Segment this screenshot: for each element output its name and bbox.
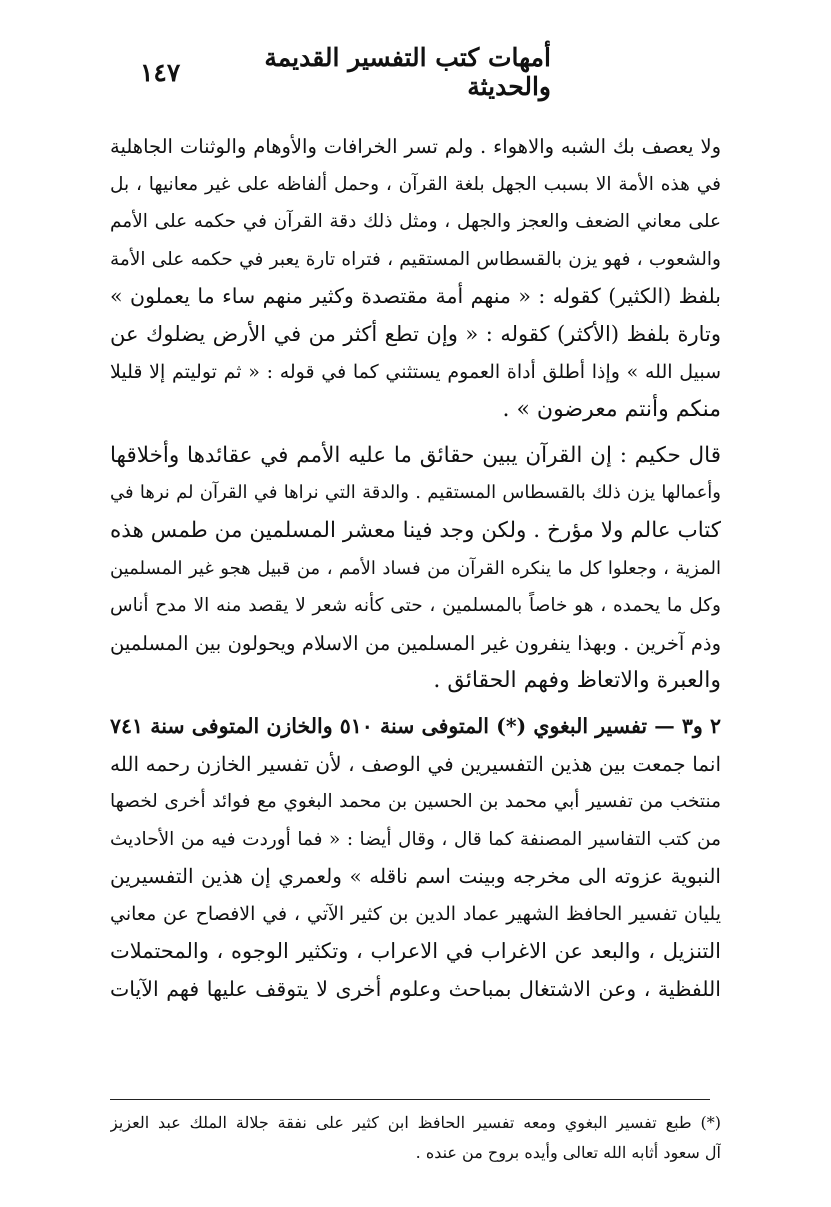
page-number: ١٤٧	[140, 57, 181, 87]
running-title: أمهات كتب التفسير القديمة والحديثة	[264, 43, 551, 101]
section-heading: ٢ و٣ — تفسير البغوي (*) المتوفى سنة ٥١٠ والخازن المتوفى سنة ٧٤١	[110, 713, 721, 738]
text-line: والعبرة والاتعاظ وفهم الحقائق .	[433, 668, 721, 694]
footnote-divider	[110, 1099, 710, 1100]
page-body	[110, 128, 721, 1009]
text-line: سبيل الله » وإذا أطلق أداة العموم يستثني كما في قوله : « ثم توليتم إلا قليلا	[110, 360, 721, 383]
text-line: كتاب عالم ولا مؤرخ . ولكن وجد فينا معشر المسلمين من طمس هذه	[110, 517, 721, 543]
text-line: اللفظية ، وعن الاشتغال بمباحث وعلوم أخرى لا يتوقف عليها فهم الآيات	[110, 977, 721, 1002]
text-line: بلفظ (الكثير) كقوله : « منهم أمة مقتصدة وكثير منهم ساء ما يعملون »	[110, 284, 721, 309]
text-line: والشعوب ، فهو يزن بالقسطاس المستقيم ، فتراه تارة يعبر في حكمه على الأمة	[110, 248, 721, 270]
text-line: قال حكيم : إن القرآن يبين حقائق ما عليه الأمم في عقائدها وأخلاقها	[110, 442, 721, 468]
text-line: المزية ، وجعلوا كل ما ينكره القرآن من فساد الأمم ، من قبيل هجو غير المسلمين	[110, 557, 721, 579]
footnote-line: آل سعود أثابه الله تعالى وأيده بروح من عنده .	[415, 1143, 721, 1162]
text-line: منكم وأنتم معرضون » .	[502, 397, 721, 423]
footnote-line: (*) طبع تفسير البغوي ومعه تفسير الحافظ ابن كثير على نفقة جلالة الملك عبد العزيز	[110, 1113, 721, 1132]
text-line: النبوية عزوته الى مخرجه وبينت اسم ناقله » ولعمري إن هذين التفسيرين	[110, 864, 721, 889]
text-line: التنزيل ، والبعد عن الاغراب في الاعراب ، وتكثير الوجوه ، والمحتملات	[110, 939, 721, 964]
page-header	[140, 43, 551, 101]
text-line: وكل ما يحمده ، هو خاصاً بالمسلمين ، حتى كأنه شعر لا يقصد منه الا مدح أناس	[110, 595, 721, 617]
footnote	[110, 1108, 721, 1168]
text-line: انما جمعت بين هذين التفسيرين في الوصف ، لأن تفسير الخازن رحمه الله	[110, 751, 721, 776]
text-line: منتخب من تفسير أبي محمد بن الحسين بن محمد البغوي مع فوائد أخرى لخصها	[110, 791, 721, 813]
text-line: وتارة بلفظ (الأكثر) كقوله : « وإن تطع أكثر من في الأرض يضلوك عن	[110, 321, 721, 346]
text-line: وأعمالها يزن ذلك بالقسطاس المستقيم . والدقة التي نراها في القرآن لم نرها في	[110, 482, 721, 504]
text-line: في هذه الأمة الا بسبب الجهل بلغة القرآن ، وحمل ألفاظه على غير معانيها ، بل	[110, 173, 721, 195]
text-line: من كتب التفاسير المصنفة كما قال ، وقال أيضا : « فما أوردت فيه من الأحاديث	[110, 828, 721, 850]
text-line: وذم آخرين . وبهذا ينفرون غير المسلمين من الاسلام ويحولون بين المسلمين	[110, 631, 721, 655]
text-line: يليان تفسير الحافظ الشهير عماد الدين بن كثير الآتي ، في الافصاح عن معاني	[110, 902, 721, 925]
text-line: ولا يعصف بك الشبه والاهواء . ولم تسر الخرافات والأوهام والوثنات الجاهلية	[110, 135, 721, 158]
text-line: على معاني الضعف والعجز والجهل ، ومثل ذلك دقة القرآن في حكمه على الأمم	[110, 211, 721, 233]
